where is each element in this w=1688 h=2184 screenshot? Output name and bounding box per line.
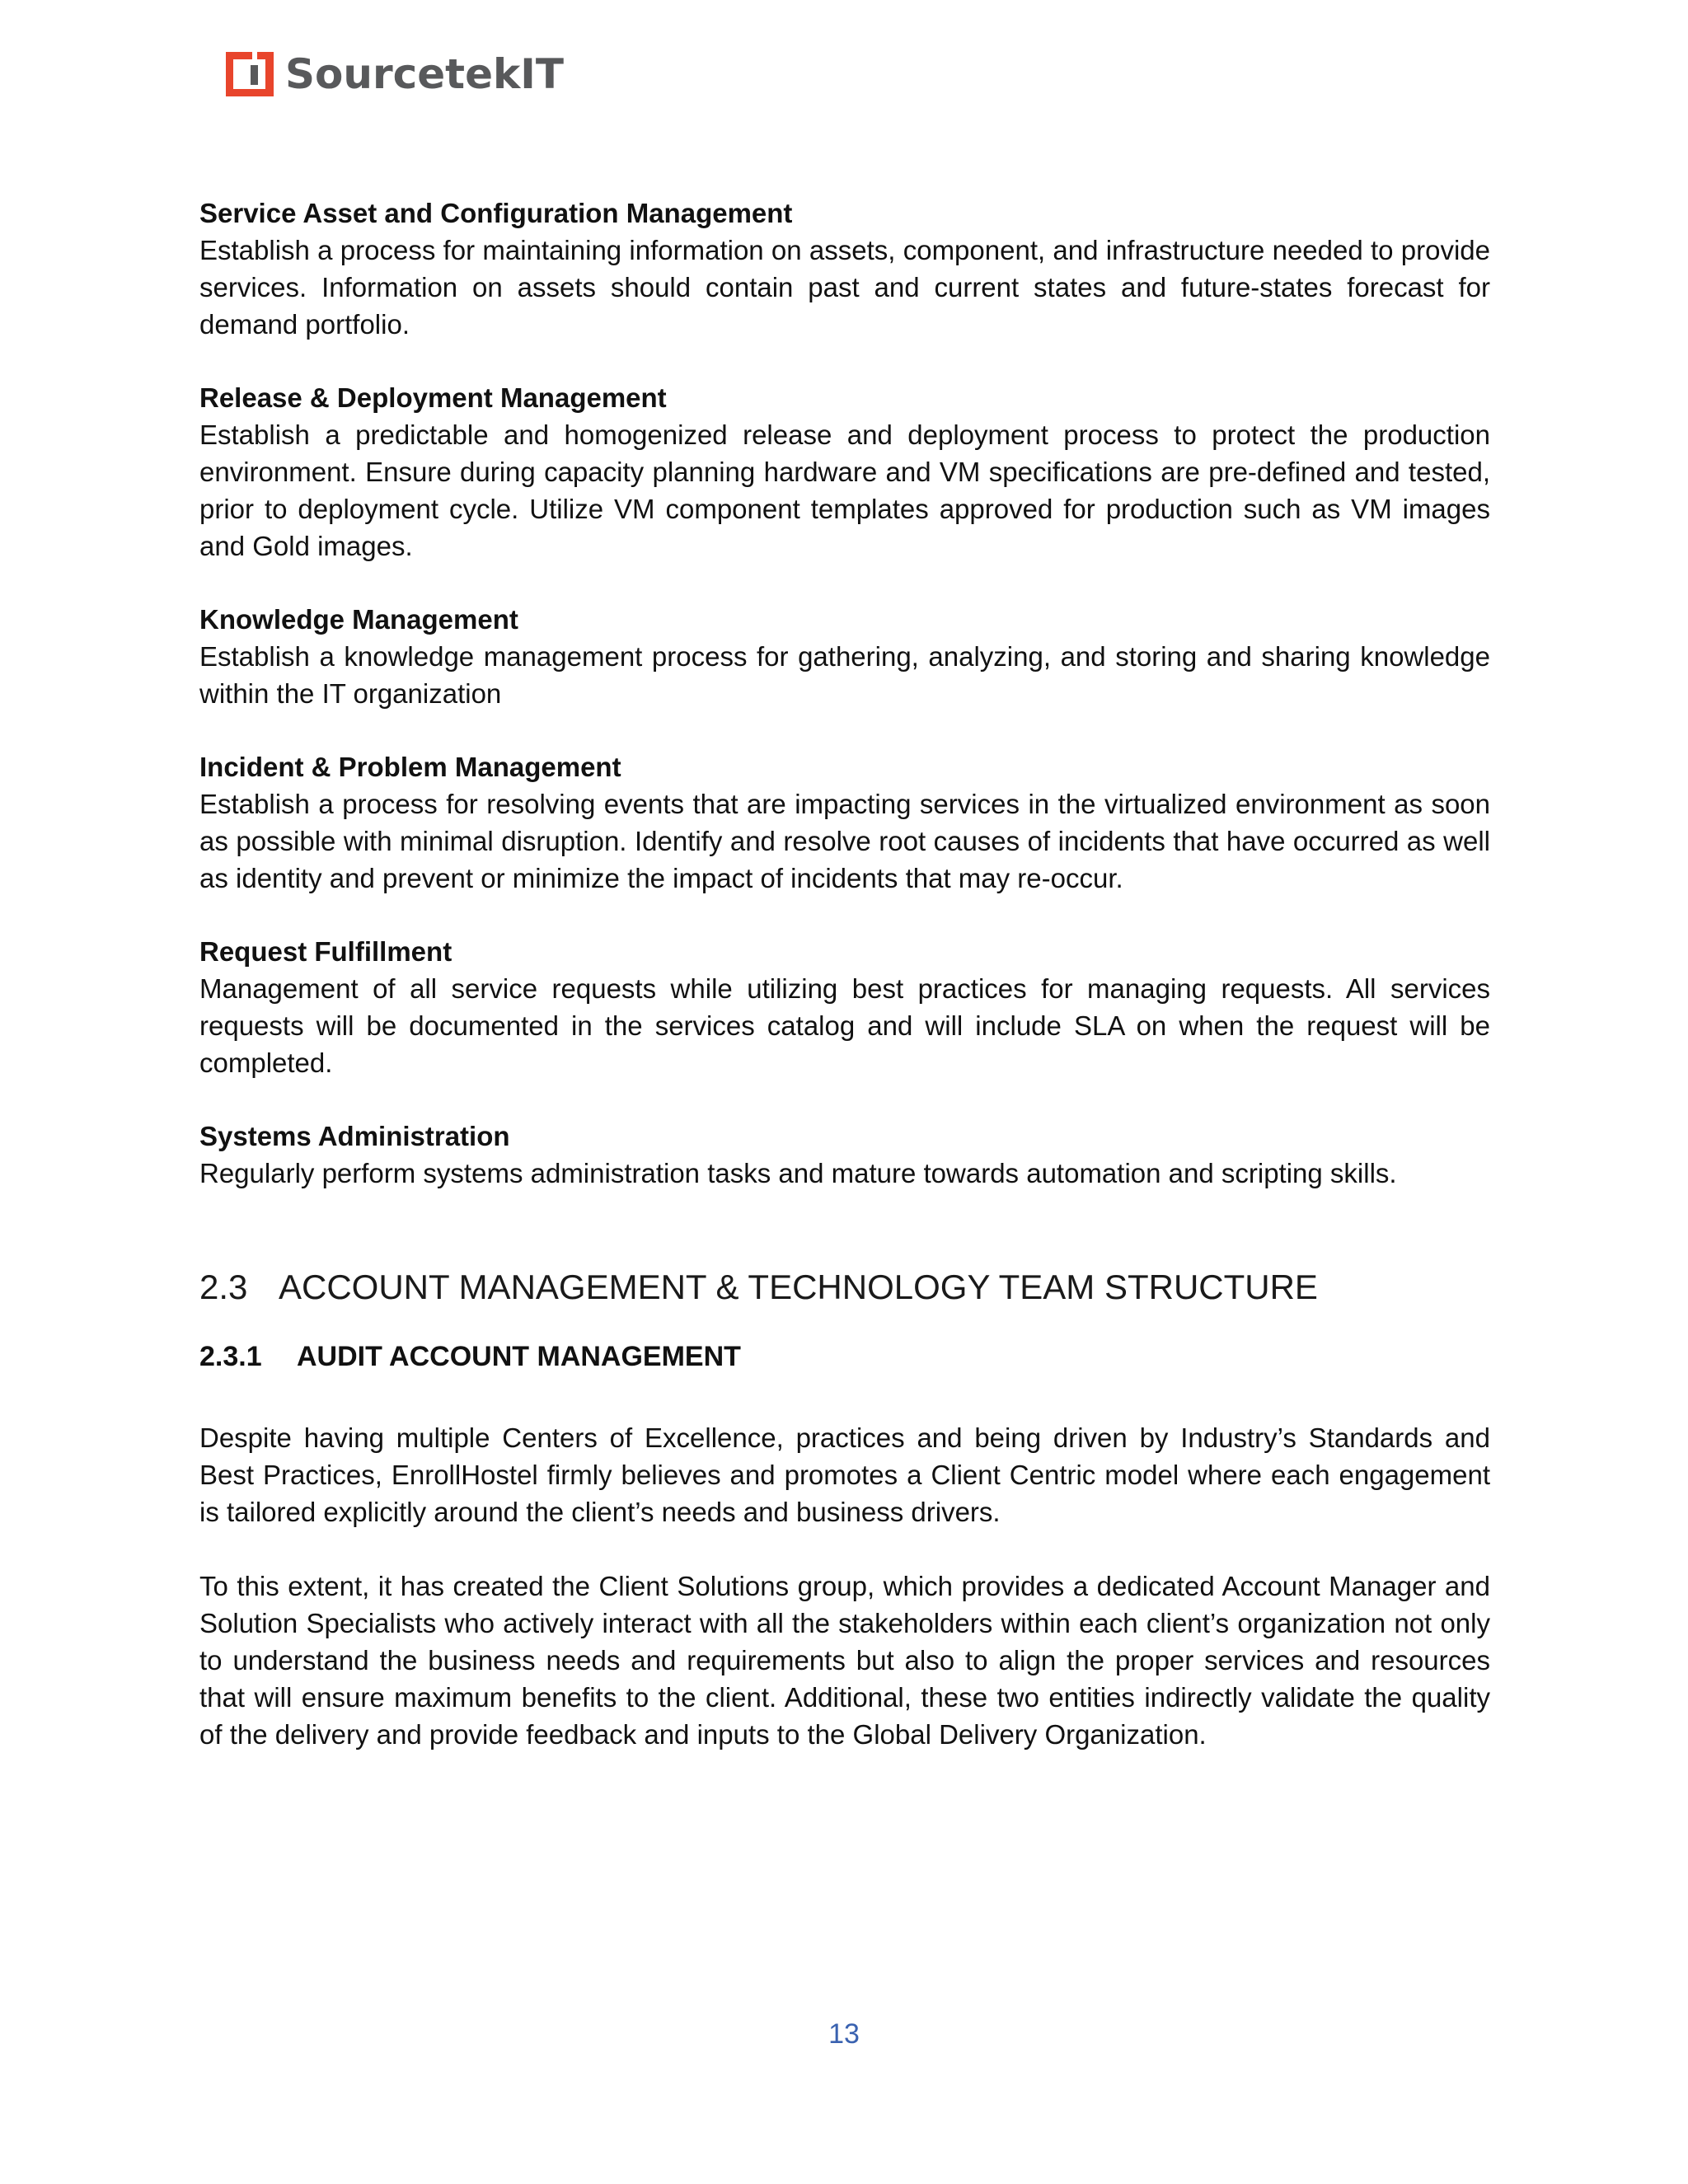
- heading-2-3-1: [199, 1337, 1490, 1376]
- section-body: Establish a process for maintaining information on assets, component, and infrastructure needed to provide services. Information on assets should contain past and current states and future-states forecast for demand portfolio.: [199, 235, 1490, 340]
- section-service-asset: [199, 194, 1490, 343]
- company-logo: [223, 43, 564, 105]
- section-title: Release & Deployment Management: [199, 382, 667, 413]
- section-incident-problem: [199, 748, 1490, 897]
- heading-number: 2.3: [199, 1268, 248, 1306]
- section-systems-administration: [199, 1118, 1490, 1192]
- section-body: Establish a process for resolving events that are impacting services in the virtualized environment as soon as possible with minimal disruption. Identify and resolve root causes of incidents that have occurred as well as identity and prevent or minimize the impact of incidents that may re-occur.: [199, 789, 1490, 893]
- section-body: Management of all service requests while utilizing best practices for managing requests. All services requests will be documented in the services catalog and will include SLA on when the request will be completed.: [199, 973, 1490, 1078]
- paragraph-client-centric: Despite having multiple Centers of Excellence, practices and being driven by Industry’s Standards and Best Practices, EnrollHostel firmly believes and promotes a Client Centric model where each engagement is tailored explicitly around the client’s needs and business drivers.: [199, 1422, 1490, 1527]
- heading-number: 2.3.1: [199, 1341, 262, 1372]
- section-release-deployment: [199, 379, 1490, 565]
- section-knowledge-management: [199, 601, 1490, 712]
- heading-text: AUDIT ACCOUNT MANAGEMENT: [297, 1341, 741, 1372]
- section-request-fulfillment: [199, 933, 1490, 1081]
- heading-text: ACCOUNT MANAGEMENT & TECHNOLOGY TEAM STRUCTURE: [279, 1268, 1318, 1306]
- section-title: Systems Administration: [199, 1121, 510, 1151]
- section-body: Establish a predictable and homogenized release and deployment process to protect the production environment. Ensure during capacity planning hardware and VM specifications are pre-defined and tested, prior to deployment cycle. Utilize VM component templates approved for production such as VM images and Gold images.: [199, 419, 1490, 561]
- section-body: Establish a knowledge management process for gathering, analyzing, and storing and sharing knowledge within the IT organization: [199, 641, 1490, 709]
- paragraph-client-solutions: To this extent, it has created the Client Solutions group, which provides a dedicated Account Manager and Solution Specialists who actively interact with all the stakeholders within each client’s organization not only to understand the business needs and requirements but also to align the proper services and resources that will ensure maximum benefits to the client. Additional, these two entities indirectly validate the quality of the delivery and provide feedback and inputs to the Global Delivery Organization.: [199, 1571, 1490, 1750]
- page-content: [199, 194, 1490, 1790]
- section-title: Incident & Problem Management: [199, 752, 621, 782]
- page-number: 13: [828, 2018, 860, 2050]
- section-title: Service Asset and Configuration Management: [199, 198, 793, 228]
- section-title: Request Fulfillment: [199, 936, 452, 967]
- logo-text: SourcetekIT: [285, 50, 564, 98]
- sourcetekit-logo-icon: [223, 47, 277, 101]
- section-title: Knowledge Management: [199, 604, 518, 635]
- section-body: Regularly perform systems administration tasks and mature towards automation and scripting skills.: [199, 1158, 1397, 1188]
- heading-2-3: [199, 1263, 1490, 1312]
